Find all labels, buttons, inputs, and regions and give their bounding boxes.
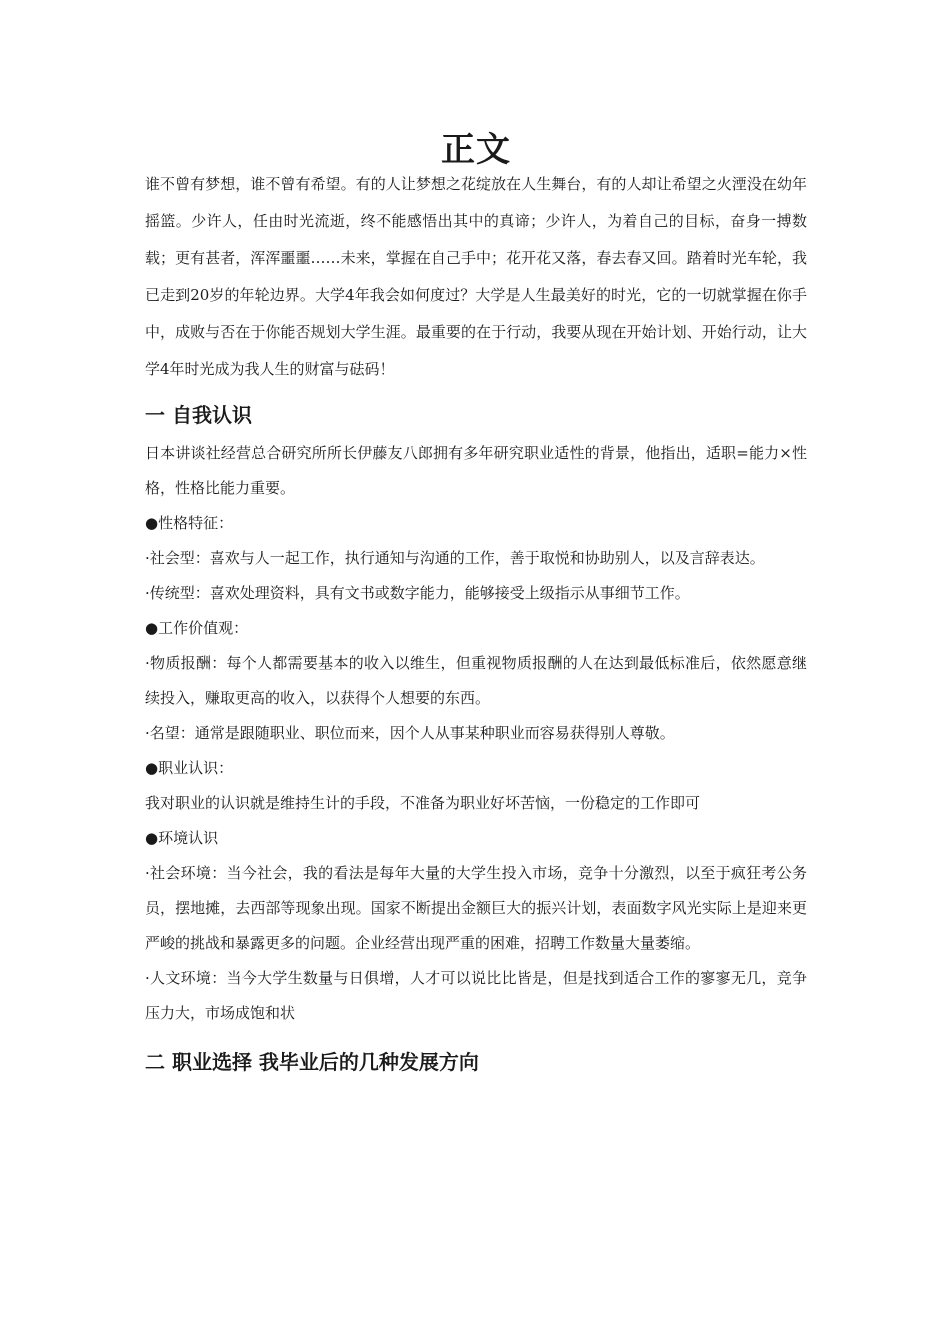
work-values-material-item: ·物质报酬：每个人都需要基本的收入以维生，但重视物质报酬的人在达到最低标准后，依然愿意继续投入，赚取更高的收入，以获得个人想要的东西。 [145, 654, 807, 707]
section1-intro-paragraph: 日本讲谈社经营总合研究所所长伊藤友八郎拥有多年研究职业适性的背景，他指出，适职=能力×性格，性格比能力重要。 [145, 444, 807, 497]
work-values-title: ●工作价值观： [145, 619, 249, 637]
personality-traditional-item: ·传统型：喜欢处理资料，具有文书或数字能力，能够接受上级指示从事细节工作。 [145, 584, 690, 602]
document-page [145, 128, 807, 1083]
intro-paragraph: 谁不曾有梦想，谁不曾有希望。有的人让梦想之花绽放在人生舞台，有的人却让希望之火湮没在幼年摇篮。少许人，任由时光流逝，终不能感悟出其中的真谛；少许人，为着自己的目标，奋身一搏数载；更有甚者，浑浑噩噩……未来，掌握在自己手中；花开花又落，春去春又回。踏着时光车轮，我已走到20岁的年轮边界。大学4年我会如何度过？大学是人生最美好的时光，它的一切就掌握在你手中，成败与否在于你能否规划大学生涯。最重要的在于行动，我要从现在开始计划、开始行动，让大学4年时光成为我人生的财富与砝码！ [145, 175, 807, 378]
document-title: 正文 [441, 130, 511, 170]
environment-title: ●环境认识 [145, 829, 219, 847]
personality-title: ●性格特征： [145, 514, 234, 532]
section-heading-self-awareness: 一 自我认识 [145, 403, 252, 427]
career-awareness-text: 我对职业的认识就是维持生计的手段，不准备为职业好坏苦恼，一份稳定的工作即可 [145, 794, 701, 812]
section-heading-career-choice: 二 职业选择 我毕业后的几种发展方向 [145, 1050, 479, 1074]
environment-social-item: ·社会环境：当今社会，我的看法是每年大量的大学生投入市场，竞争十分激烈，以至于疯狂考公务员，摆地摊，去西部等现象出现。国家不断提出金额巨大的振兴计划，表面数字风光实际上是迎来更严峻的挑战和暴露更多的问题。企业经营出现严重的困难，招聘工作数量大量萎缩。 [145, 864, 807, 952]
personality-social-item: ·社会型：喜欢与人一起工作，执行通知与沟通的工作，善于取悦和协助别人，以及言辞表达。 [145, 549, 765, 567]
career-awareness-title: ●职业认识： [145, 759, 234, 777]
work-values-fame-item: ·名望：通常是跟随职业、职位而来，因个人从事某种职业而容易获得别人尊敬。 [145, 724, 675, 742]
environment-human-item: ·人文环境：当今大学生数量与日俱增，人才可以说比比皆是，但是找到适合工作的寥寥无几，竞争压力大，市场成饱和状 [145, 969, 807, 1022]
